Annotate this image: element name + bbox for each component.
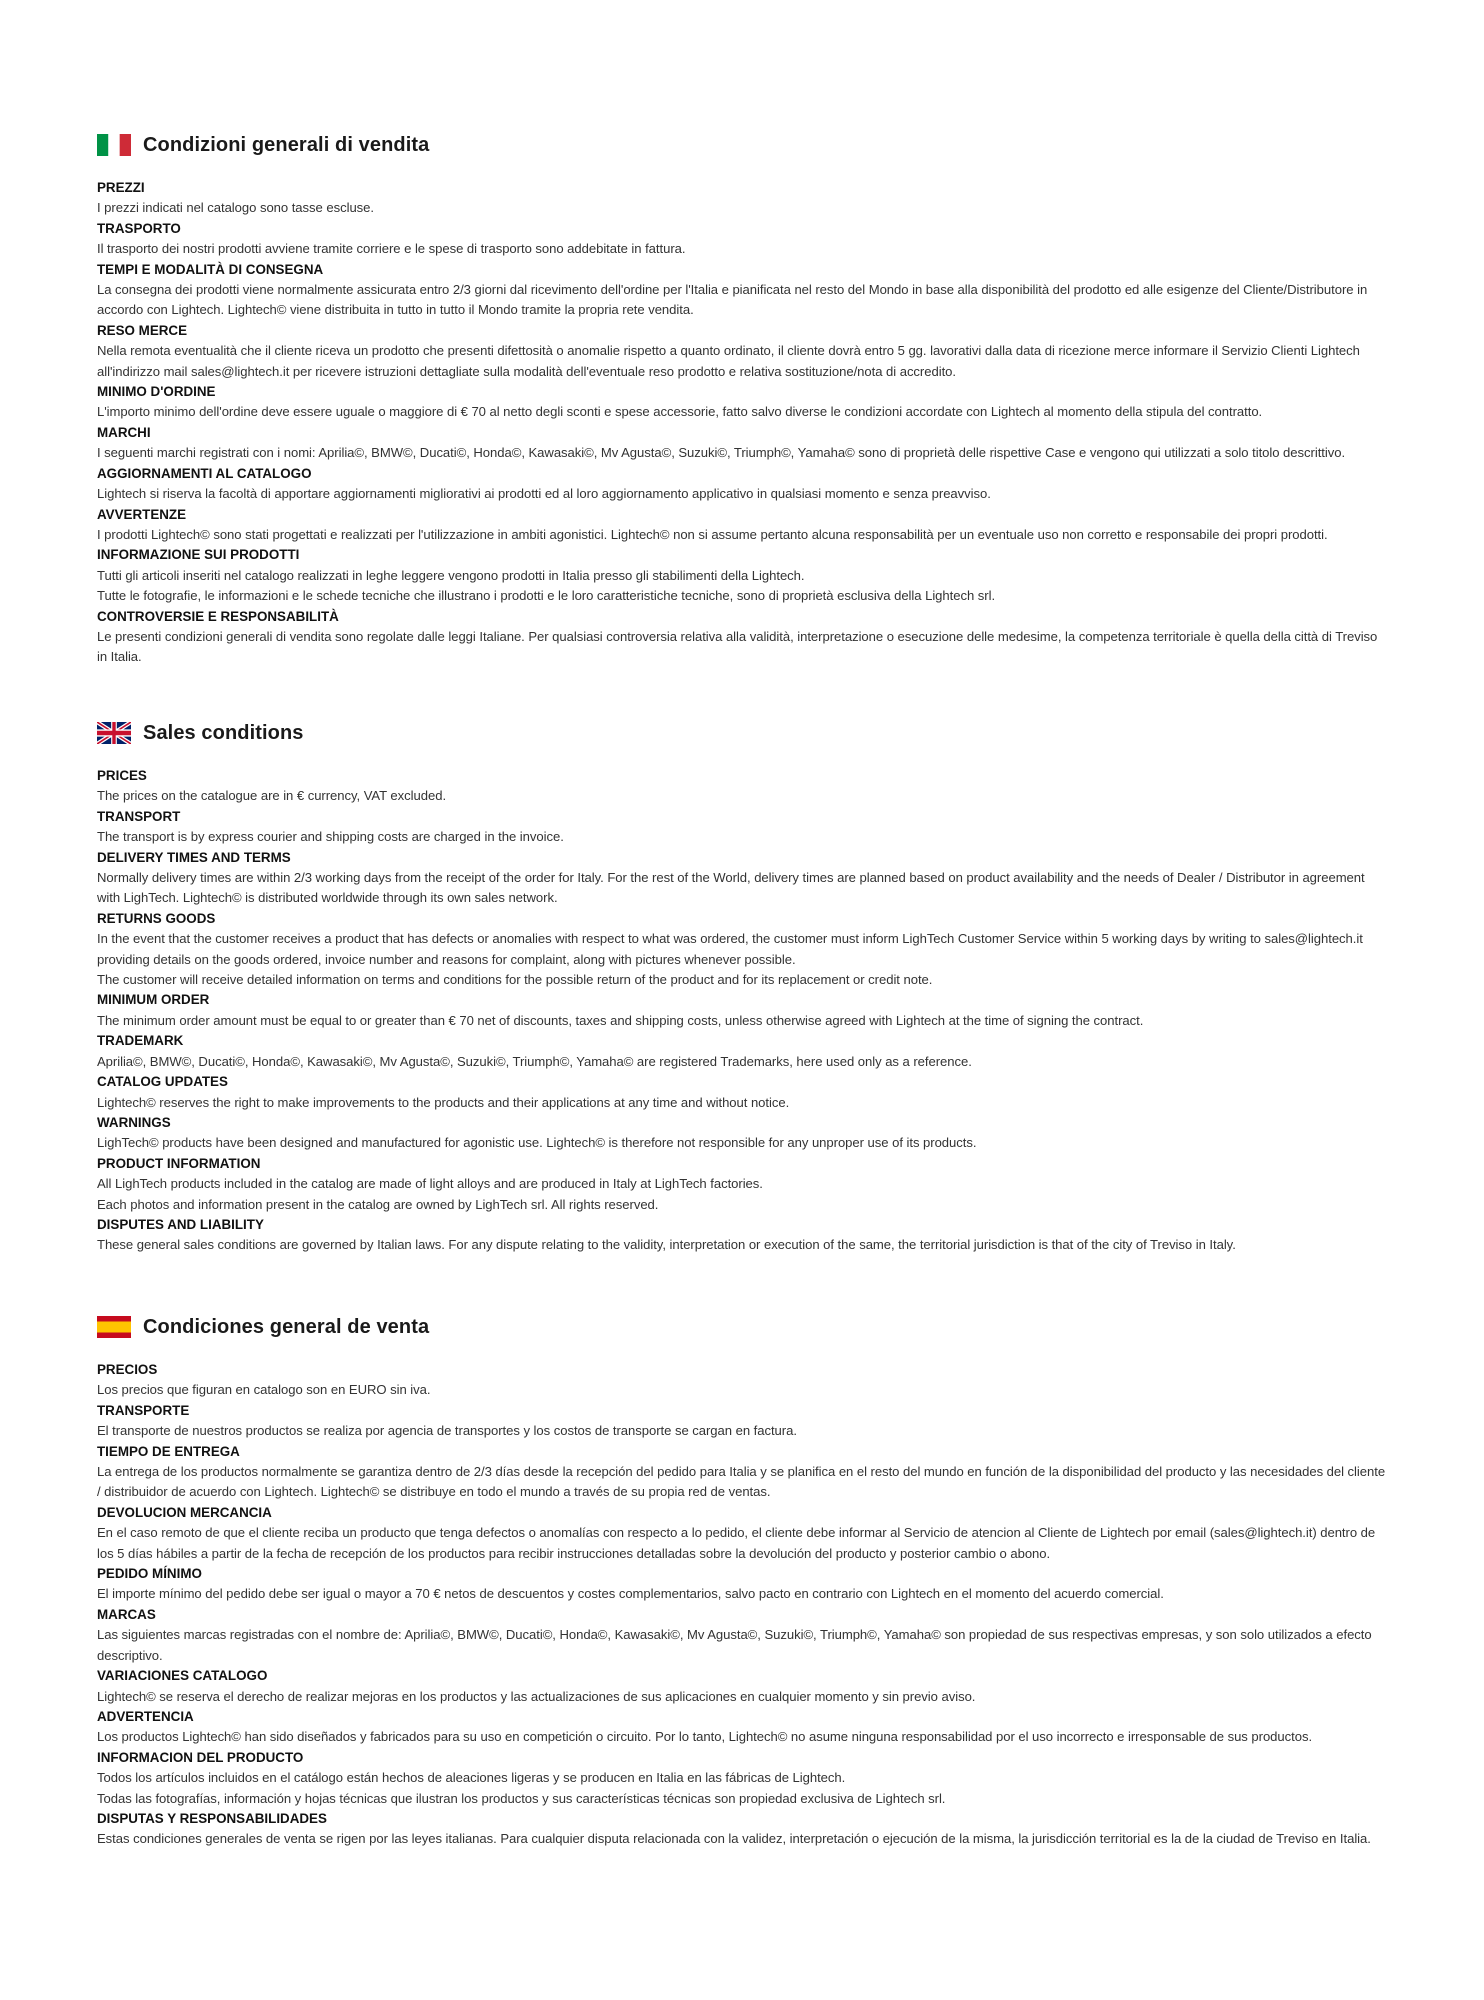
condition-text: Las siguientes marcas registradas con el nombre de: Aprilia©, BMW©, Ducati©, Honda©, Kawasaki©, Mv Agusta©, Suzuki©, Triumph©, Yamaha© son propiedad de sus respectivas empresas, y son solo utilizados a efecto descriptivo. bbox=[97, 1627, 1372, 1663]
condition-heading: ADVERTENCIA bbox=[97, 1708, 194, 1724]
condition-text: Todas las fotografías, información y hojas técnicas que ilustran los productos y sus características técnicas son propiedad exclusiva de Lightech srl. bbox=[97, 1790, 946, 1806]
condition-text: Todos los artículos incluidos en el catálogo están hechos de aleaciones ligeras y se producen en Italia en las fábricas de Lightech. bbox=[97, 1770, 846, 1786]
condition-heading: DELIVERY TIMES AND TERMS bbox=[97, 849, 291, 865]
condition-heading: INFORMAZIONE SUI PRODOTTI bbox=[97, 547, 300, 563]
condition-item bbox=[97, 1503, 1387, 1564]
condition-item bbox=[97, 505, 1387, 546]
condition-heading: AGGIORNAMENTI AL CATALOGO bbox=[97, 465, 312, 481]
spain-flag-icon bbox=[97, 1316, 131, 1338]
condition-text: Aprilia©, BMW©, Ducati©, Honda©, Kawasaki©, Mv Agusta©, Suzuki©, Triumph©, Yamaha© are registered Trademarks, here used only as a reference. bbox=[97, 1053, 972, 1069]
condition-heading: PRODUCT INFORMATION bbox=[97, 1155, 261, 1171]
condition-item bbox=[97, 1072, 1387, 1113]
condition-item bbox=[97, 260, 1387, 321]
condition-item bbox=[97, 909, 1387, 991]
condition-text: Normally delivery times are within 2/3 working days from the receipt of the order for Italy. For the rest of the World, delivery times are planned based on product availability and the needs of Dealer / Distributor in agreement with LighTech. Lightech© is distributed worldwide through its own sales network. bbox=[97, 870, 1365, 906]
condition-heading: PRECIOS bbox=[97, 1362, 158, 1377]
condition-heading: RESO MERCE bbox=[97, 322, 188, 338]
condition-heading: TRASPORTO bbox=[97, 220, 181, 236]
condition-heading: PREZZI bbox=[97, 180, 145, 195]
condition-item bbox=[97, 464, 1387, 505]
condition-text: Tutte le fotografie, le informazioni e le schede tecniche che illustrano i prodotti e le loro caratteristiche tecniche, sono di proprietà esclusiva della Lightech srl. bbox=[97, 588, 996, 604]
condition-text: In the event that the customer receives a product that has defects or anomalies with respect to what was ordered, the customer must inform LighTech Customer Service within 5 working days by writing to sales@lightech.it providing details on the goods ordered, invoice number and reasons for complaint, along with pictures whenever possible. bbox=[97, 931, 1363, 967]
condition-item bbox=[97, 423, 1387, 464]
condition-item bbox=[97, 321, 1387, 382]
condition-text: Nella remota eventualità che il cliente riceva un prodotto che presenti difettosità o anomalie rispetto a quanto ordinato, il cliente dovrà entro 5 gg. lavorativi dalla data di ricezione merce informare il Servizio Clienti Lightech all'indirizzo mail sales@lightech.it per ricevere istruzioni dettagliate sulla modalità dell'eventuale reso prodotto e relativa sostituzione/nota di accredito. bbox=[97, 343, 1360, 379]
condition-heading: PRICES bbox=[97, 768, 147, 783]
condition-heading: MINIMUM ORDER bbox=[97, 992, 210, 1008]
condition-text: The transport is by express courier and shipping costs are charged in the invoice. bbox=[97, 829, 564, 845]
condition-text: I seguenti marchi registrati con i nomi: Aprilia©, BMW©, Ducati©, Honda©, Kawasaki©, Mv Agusta©, Suzuki©, Triumph©, Yamaha© sono di proprietà delle rispettive Case e vengono qui utilizzati a solo titolo descrittivo. bbox=[97, 445, 1346, 461]
condition-heading: MARCHI bbox=[97, 424, 151, 440]
condition-text: Estas condiciones generales de venta se rigen por las leyes italianas. Para cualquier disputa relacionada con la validez, interpretación o ejecución de la misma, la jurisdicción territorial es la de la ciudad de Treviso en Italia. bbox=[97, 1831, 1371, 1847]
condition-item bbox=[97, 1113, 1387, 1154]
condition-text: El importe mínimo del pedido debe ser igual o mayor a 70 € netos de descuentos y costes complementarios, salvo pacto en contrario con Lightech en el momento del acuerdo comercial. bbox=[97, 1586, 1164, 1602]
section-header bbox=[97, 1312, 1387, 1342]
italy-flag-icon bbox=[97, 134, 131, 156]
condition-text: El transporte de nuestros productos se realiza por agencia de transportes y los costos de transporte se cargan en factura. bbox=[97, 1423, 797, 1439]
condition-heading: MARCAS bbox=[97, 1606, 156, 1622]
condition-heading: DISPUTES AND LIABILITY bbox=[97, 1216, 264, 1232]
condition-item bbox=[97, 990, 1387, 1031]
condition-text: Lightech si riserva la facoltà di apportare aggiornamenti migliorativi ai prodotti ed al loro aggiornamento applicativo in qualsiasi momento e senza preavviso. bbox=[97, 486, 991, 502]
condition-item bbox=[97, 1605, 1387, 1666]
condition-item bbox=[97, 1401, 1387, 1442]
conditions-list bbox=[97, 178, 1387, 668]
conditions-list bbox=[97, 1360, 1387, 1850]
condition-text: La consegna dei prodotti viene normalmente assicurata entro 2/3 giorni dal ricevimento dell'ordine per l'Italia e pianificata nel resto del Mondo in base alla disponibilità del prodotto ed alle esigenze del Cliente/Distributore in accordo con Lightech. Lightech© viene distribuita in tutto in tutto il Mondo tramite la propria rete vendita. bbox=[97, 282, 1368, 318]
condition-heading: INFORMACION DEL PRODUCTO bbox=[97, 1749, 304, 1765]
section-spanish bbox=[97, 1312, 1387, 1850]
condition-heading: TRANSPORT bbox=[97, 808, 181, 824]
condition-text: En el caso remoto de que el cliente reciba un producto que tenga defectos o anomalías con respecto a lo pedido, el cliente debe informar al Servicio de atencion al Cliente de Lightech por email (sales@lightech.it) dentro de los 5 días hábiles a partir de la fecha de recepción de los productos para recibir instrucciones detalladas sobre la devolución del producto y posterior cambio o abono. bbox=[97, 1525, 1376, 1561]
condition-heading: WARNINGS bbox=[97, 1114, 171, 1130]
condition-item bbox=[97, 1154, 1387, 1215]
condition-text: The customer will receive detailed information on terms and conditions for the possible return of the product and for its replacement or credit note. bbox=[97, 972, 933, 988]
condition-heading: CONTROVERSIE E RESPONSABILITÀ bbox=[97, 608, 339, 624]
condition-item bbox=[97, 545, 1387, 606]
condition-item bbox=[97, 1360, 1387, 1401]
condition-text: Lightech© se reserva el derecho de realizar mejoras en los productos y las actualizaciones de sus aplicaciones en cualquier momento y sin previo aviso. bbox=[97, 1688, 976, 1704]
section-title: Sales conditions bbox=[143, 721, 304, 744]
condition-item bbox=[97, 607, 1387, 668]
condition-item bbox=[97, 848, 1387, 909]
condition-heading: RETURNS GOODS bbox=[97, 910, 216, 926]
condition-text: L'importo minimo dell'ordine deve essere uguale o maggiore di € 70 al netto degli sconti e spese accessorie, fatto salvo diverse le condizioni accordate con Lightech al momento della stipula del contratto. bbox=[97, 404, 1263, 420]
condition-text: Each photos and information present in the catalog are owned by LighTech srl. All rights reserved. bbox=[97, 1196, 659, 1212]
condition-item bbox=[97, 382, 1387, 423]
condition-item bbox=[97, 1215, 1387, 1256]
condition-text: All LighTech products included in the catalog are made of light alloys and are produced in Italy at LighTech factories. bbox=[97, 1176, 763, 1192]
condition-item bbox=[97, 219, 1387, 260]
condition-item bbox=[97, 1809, 1387, 1850]
condition-heading: VARIACIONES CATALOGO bbox=[97, 1668, 268, 1684]
condition-text: I prodotti Lightech© sono stati progettati e realizzati per l'utilizzazione in ambiti agonistici. Lightech© non si assume pertanto alcuna responsabilità per un eventuale uso non corretto e responsabile dei propri prodotti. bbox=[97, 526, 1328, 542]
condition-heading: PEDIDO MÍNIMO bbox=[97, 1566, 202, 1582]
condition-text: Lightech© reserves the right to make improvements to the products and their applications at any time and without notice. bbox=[97, 1094, 790, 1110]
condition-heading: TEMPI E MODALITÀ DI CONSEGNA bbox=[97, 261, 324, 277]
section-english bbox=[97, 718, 1387, 1256]
section-title: Condiciones general de venta bbox=[143, 1315, 430, 1338]
condition-heading: MINIMO D'ORDINE bbox=[97, 384, 216, 400]
section-title: Condizioni generali di vendita bbox=[143, 133, 430, 156]
uk-flag-icon bbox=[97, 722, 131, 744]
condition-text: La entrega de los productos normalmente se garantiza dentro de 2/3 días desde la recepción del pedido para Italia y se planifica en el resto del mundo en función de la disponibilidad del producto y las necesidades del cliente / distribuidor de acuerdo con Lightech. Lightech© se distribuye en todo el mundo a través de su propia red de ventas. bbox=[97, 1464, 1386, 1500]
condition-heading: DISPUTAS Y RESPONSABILIDADES bbox=[97, 1810, 327, 1826]
condition-text: Los productos Lightech© han sido diseñados y fabricados para su uso en competición o circuito. Por lo tanto, Lightech© no asume ninguna responsabilidad por el uso incorrecto e irresponsable de sus productos. bbox=[97, 1729, 1313, 1745]
section-header bbox=[97, 718, 1387, 748]
condition-text: LighTech© products have been designed and manufactured for agonistic use. Lightech© is therefore not responsible for any unproper use of its products. bbox=[97, 1135, 977, 1151]
condition-item bbox=[97, 178, 1387, 219]
conditions-list bbox=[97, 766, 1387, 1256]
condition-item bbox=[97, 1748, 1387, 1809]
condition-heading: TRANSPORTE bbox=[97, 1402, 190, 1418]
condition-item bbox=[97, 1666, 1387, 1707]
condition-item bbox=[97, 807, 1387, 848]
condition-heading: DEVOLUCION MERCANCIA bbox=[97, 1504, 272, 1520]
condition-heading: TIEMPO DE ENTREGA bbox=[97, 1443, 240, 1459]
condition-text: The prices on the catalogue are in € currency, VAT excluded. bbox=[97, 788, 447, 804]
condition-text: I prezzi indicati nel catalogo sono tasse escluse. bbox=[97, 200, 374, 216]
condition-item bbox=[97, 1442, 1387, 1503]
condition-item bbox=[97, 1564, 1387, 1605]
condition-heading: TRADEMARK bbox=[97, 1033, 184, 1049]
condition-text: Il trasporto dei nostri prodotti avviene tramite corriere e le spese di trasporto sono addebitate in fattura. bbox=[97, 241, 686, 257]
condition-text: Le presenti condizioni generali di vendita sono regolate dalle leggi Italiane. Per qualsiasi controversia relativa alla validità, interpretazione o esecuzione delle medesime, la competenza territoriale è quella della città di Treviso in Italia. bbox=[97, 628, 1378, 665]
condition-heading: CATALOG UPDATES bbox=[97, 1074, 228, 1090]
condition-text: Los precios que figuran en catalogo son en EURO sin iva. bbox=[97, 1382, 431, 1398]
condition-text: These general sales conditions are governed by Italian laws. For any dispute relating to the validity, interpretation or execution of the same, the territorial jurisdiction is that of the city of Treviso in Italy. bbox=[97, 1237, 1236, 1253]
section-header bbox=[97, 130, 1387, 160]
condition-heading: AVVERTENZE bbox=[97, 506, 187, 522]
condition-item bbox=[97, 1707, 1387, 1748]
condition-text: Tutti gli articoli inseriti nel catalogo realizzati in leghe leggere vengono prodotti in Italia presso gli stabilimenti della Lightech. bbox=[97, 567, 805, 583]
section-italian bbox=[97, 130, 1387, 668]
condition-item bbox=[97, 1031, 1387, 1072]
condition-text: The minimum order amount must be equal to or greater than € 70 net of discounts, taxes and shipping costs, unless otherwise agreed with Lightech at the time of signing the contract. bbox=[97, 1012, 1144, 1028]
condition-item bbox=[97, 766, 1387, 807]
